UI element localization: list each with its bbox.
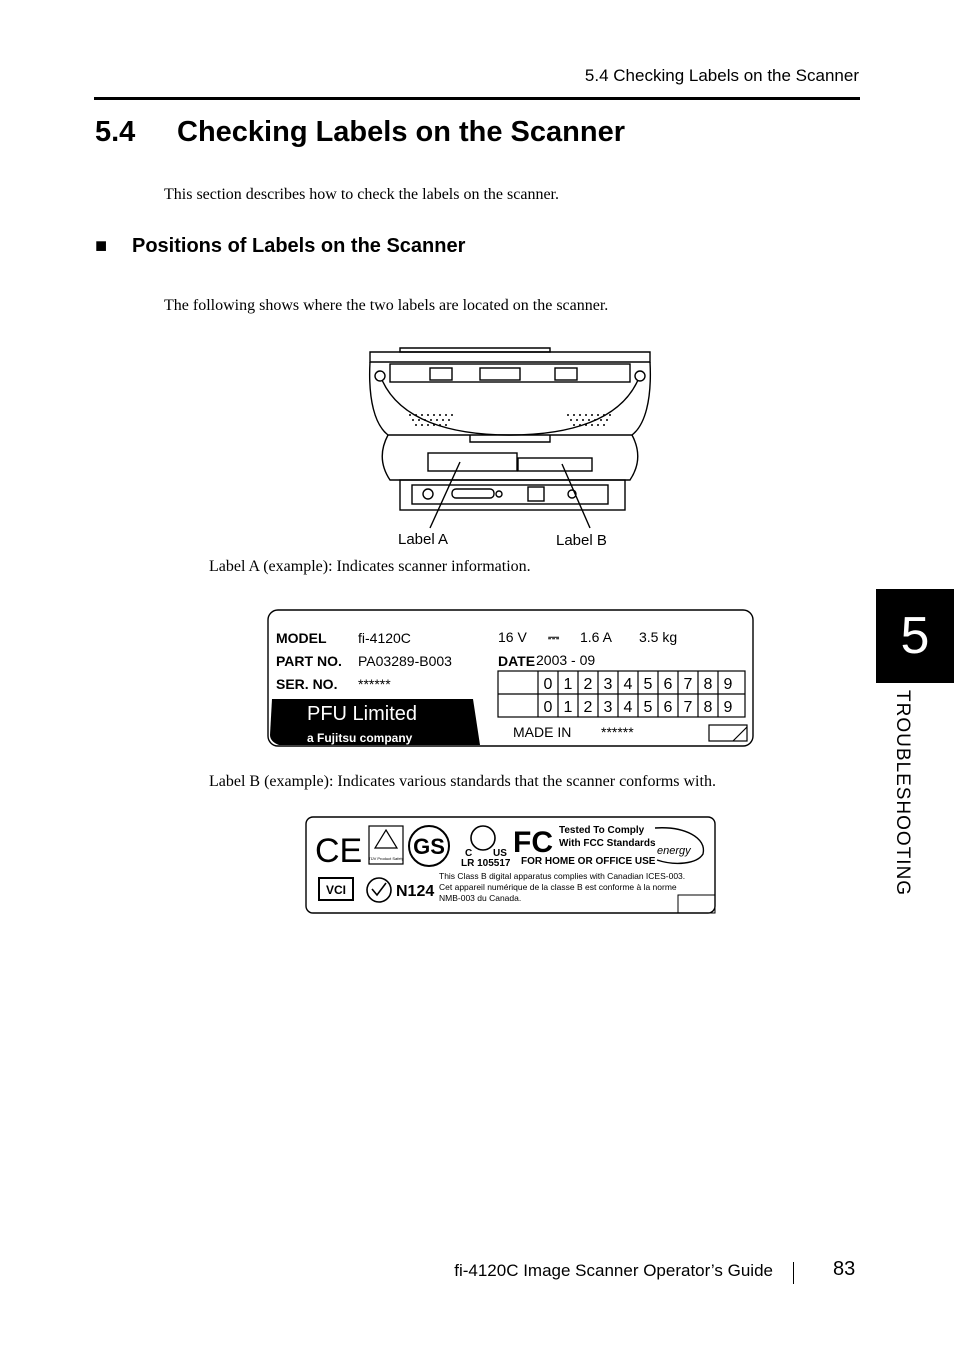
digit-cell: 0 [543, 676, 553, 693]
digit-cell: 5 [643, 699, 653, 716]
section-number: 5.4 [95, 116, 136, 148]
brand-subtitle: a Fujitsu company [307, 731, 413, 745]
caption-label-a: Label A (example): Indicates scanner information. [209, 558, 531, 575]
callout-label-b: Label B [556, 532, 607, 549]
energy-mark-text: energy [657, 845, 691, 857]
digit-cell: 4 [623, 699, 633, 716]
ices-line-2: Cet appareil numérique de la classe B est conforme à la norme [439, 882, 677, 892]
tuv-caption: TÜV Product Safety [368, 856, 404, 861]
header-rule [94, 97, 860, 100]
ser-key: SER. NO. [276, 676, 338, 692]
digit-cell: 4 [623, 676, 633, 693]
digit-cell: 7 [683, 699, 693, 716]
locations-paragraph: The following shows where the two labels are located on the scanner. [164, 297, 609, 314]
caption-label-b: Label B (example): Indicates various standards that the scanner conforms with. [209, 773, 716, 790]
digit-cell: 6 [663, 699, 673, 716]
c-tick-code: N124 [396, 883, 435, 900]
square-bullet-icon: ■ [95, 235, 108, 257]
voltage: 16 V [498, 629, 527, 645]
chapter-name: TROUBLESHOOTING [892, 690, 913, 897]
fcc-line-3: FOR HOME OR OFFICE USE [521, 856, 656, 867]
digit-cell: 8 [703, 676, 713, 693]
digit-cell: 5 [643, 676, 653, 693]
chapter-tab: 5 [876, 589, 954, 683]
digit-cell: 2 [583, 699, 593, 716]
fcc-mark-icon: FC [513, 826, 553, 859]
callout-label-a: Label A [398, 531, 449, 548]
digit-cell: 9 [723, 699, 733, 716]
fcc-line-2: With FCC Standards [559, 838, 656, 849]
label-b-position [518, 458, 592, 471]
part-value: PA03289-B003 [358, 653, 452, 669]
label-b-pointer [562, 464, 590, 528]
made-in-key: MADE IN [513, 724, 572, 740]
gs-mark-text: GS [413, 834, 445, 859]
date-value: 2003 - 09 [536, 652, 596, 668]
fcc-line-1: Tested To Comply [559, 825, 645, 836]
weight: 3.5 kg [639, 629, 678, 645]
ser-value: ****** [358, 676, 391, 692]
digit-cell: 6 [663, 676, 673, 693]
scanner-rear-illustration [360, 340, 660, 555]
label-b-drawing [305, 816, 718, 916]
brand-name: PFU Limited [307, 703, 418, 725]
section-title [95, 116, 625, 149]
intro-paragraph: This section describes how to check the labels on the scanner. [164, 186, 559, 203]
subsection-heading [95, 235, 465, 258]
digit-cell: 7 [683, 676, 693, 693]
digit-cell: 8 [703, 699, 713, 716]
digit-cell: 1 [563, 699, 573, 716]
digit-cell: 9 [723, 676, 733, 693]
label-a-position [428, 453, 517, 471]
section-title-text: Checking Labels on the Scanner [177, 116, 625, 148]
digit-cell: 0 [543, 699, 553, 716]
made-in-value: ****** [601, 724, 634, 740]
digit-cell: 3 [603, 676, 613, 693]
part-key: PART NO. [276, 653, 342, 669]
model-value: fi-4120C [358, 630, 411, 646]
csa-us: US [493, 848, 507, 859]
current: 1.6 A [580, 629, 612, 645]
running-header: 5.4 Checking Labels on the Scanner [584, 66, 859, 85]
csa-lr: LR 105517 [461, 858, 511, 869]
label-a-example [267, 609, 755, 754]
label-a-pointer [430, 462, 460, 528]
label-a-drawing [267, 609, 755, 749]
digit-cell: 1 [563, 676, 573, 693]
subsection-title: Positions of Labels on the Scanner [132, 235, 466, 257]
model-key: MODEL [276, 630, 327, 646]
ices-line-3: NMB-003 du Canada. [439, 893, 522, 903]
page-number: 83 [833, 1258, 856, 1280]
dc-symbol-icon: ⎓ [548, 629, 560, 645]
label-b-example [305, 816, 718, 921]
digit-cell: 3 [603, 699, 613, 716]
csa-c: C [465, 848, 473, 859]
date-key: DATE [498, 653, 536, 669]
footer-guide-title: fi-4120C Image Scanner Operator’s Guide [454, 1261, 773, 1280]
scanner-figure [360, 340, 660, 560]
vci-mark-text: VCI [325, 883, 347, 897]
ce-mark-icon: CE [315, 832, 363, 870]
digit-cell: 2 [583, 676, 593, 693]
ices-line-1: This Class B digital apparatus complies with Canadian ICES-003. [439, 871, 686, 881]
footer-divider [793, 1262, 794, 1284]
